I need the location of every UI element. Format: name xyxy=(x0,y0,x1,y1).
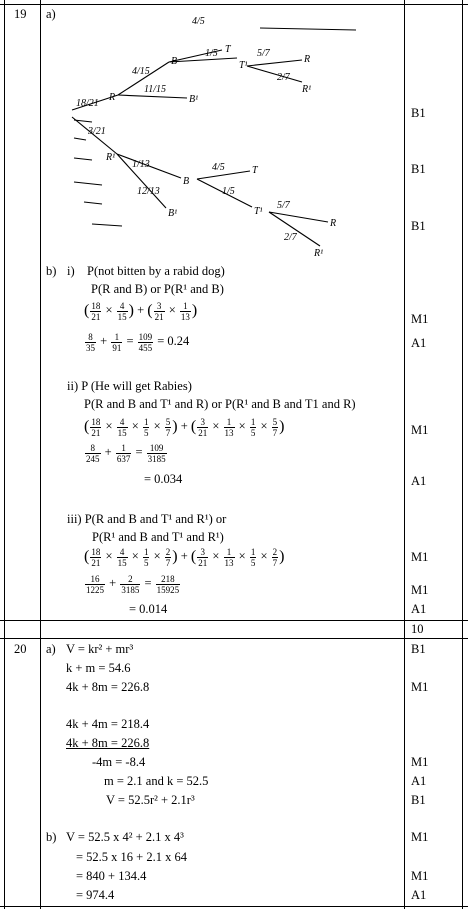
tree-node: R xyxy=(330,218,337,229)
mark: B1 xyxy=(411,642,426,656)
tree-label: 4/5 xyxy=(192,16,205,27)
question-number: 20 xyxy=(14,642,27,656)
working-line: V = kr² + mr³ xyxy=(66,642,134,656)
working-line: P(not bitten by a rabid dog) xyxy=(87,264,225,278)
tree-label: 2/7 xyxy=(284,232,297,243)
working-line: m = 2.1 and k = 52.5 xyxy=(104,774,209,788)
tree-label: 11/15 xyxy=(144,84,167,95)
working-line: ii) P (He will get Rabies) xyxy=(67,379,192,393)
tree-node: R xyxy=(109,92,116,103)
working-line: 4k + 4m = 218.4 xyxy=(66,717,150,731)
working-line: P(R¹ and B and T¹ and R¹) xyxy=(92,530,224,544)
part-label: b) xyxy=(46,830,57,844)
tree-label: 18/21 xyxy=(76,98,99,109)
working-line: = 52.5 x 16 + 2.1 x 64 xyxy=(76,850,187,864)
subpart-label: i) xyxy=(67,264,75,278)
working-line: V = 52.5r² + 2.1r³ xyxy=(106,793,195,807)
mark: A1 xyxy=(411,474,427,488)
mark: B1 xyxy=(411,219,426,233)
tree-node: B xyxy=(171,56,178,67)
tree-label: 2/7 xyxy=(277,72,290,83)
row-divider xyxy=(0,620,468,621)
mark: M1 xyxy=(411,312,429,326)
tree-label: 12/13 xyxy=(137,186,160,197)
total-marks: 10 xyxy=(411,622,424,636)
mark: B1 xyxy=(411,106,426,120)
tree-label: 1/5 xyxy=(205,48,218,59)
tree-node: T¹ xyxy=(254,206,263,217)
working-line: = 0.034 xyxy=(144,472,183,486)
working-expression: ( $\frac{18}{21}$ × $\frac{4}{15}$ × $\frac{1}{5}$ × $\frac{5}{7}$ ) + ( $\frac{3}{21}$ × $\frac{1}{13}$ × $\frac{1}{5}$ × $\frac{5}{7}$ ) xyxy=(84,416,285,438)
tree-node: R xyxy=(304,54,311,65)
tree-node: R¹ xyxy=(314,248,324,259)
tree-node: T¹ xyxy=(239,60,248,71)
working-expression: ( $\frac{18}{21}$ × $\frac{4}{15}$ ) + ( $\frac{3}{21}$ × $\frac{1}{13}$ ) xyxy=(84,300,198,322)
working-expression: $\frac{8}{35}$ + $\frac{1}{91}$ = $\frac{109}{455}$ = 0.24 xyxy=(86,331,190,353)
working-line: k + m = 54.6 xyxy=(66,661,131,675)
mark: B1 xyxy=(411,793,426,807)
table-border-right xyxy=(462,0,463,909)
tree-node: T xyxy=(252,165,258,176)
tree-node: B¹ xyxy=(168,208,178,219)
mark: A1 xyxy=(411,602,427,616)
tree-label: 5/7 xyxy=(257,48,270,59)
working-line: = 840 + 134.4 xyxy=(76,869,147,883)
working-line: P(R and B) or P(R¹ and B) xyxy=(91,282,224,296)
row-divider xyxy=(0,906,468,907)
tree-label: 3/21 xyxy=(88,126,106,137)
working-line: = 0.014 xyxy=(129,602,168,616)
mark: M1 xyxy=(411,583,429,597)
tree-node: R¹ xyxy=(302,84,312,95)
row-divider xyxy=(0,4,468,5)
working-expression: $\frac{16}{1225}$ + $\frac{2}{3185}$ = $\frac{218}{15925}$ xyxy=(86,573,180,595)
mark: M1 xyxy=(411,423,429,437)
tree-node: B¹ xyxy=(189,94,199,105)
tree-node: B xyxy=(183,176,190,187)
mark: M1 xyxy=(411,755,429,769)
tree-label: 4/5 xyxy=(212,162,225,173)
mark: A1 xyxy=(411,774,427,788)
part-label: a) xyxy=(46,7,56,21)
working-line: P(R and B and T¹ and R) or P(R¹ and B and T1 and R) xyxy=(84,397,356,411)
tree-node: R¹ xyxy=(106,152,116,163)
mark: B1 xyxy=(411,162,426,176)
mark: A1 xyxy=(411,888,427,902)
working-line: = 974.4 xyxy=(76,888,115,902)
mark: M1 xyxy=(411,680,429,694)
question-number: 19 xyxy=(14,7,27,21)
mark: M1 xyxy=(411,550,429,564)
tree-node: T xyxy=(225,44,231,55)
working-expression: ( $\frac{18}{21}$ × $\frac{4}{15}$ × $\frac{1}{5}$ × $\frac{2}{7}$ ) + ( $\frac{3}{21}$ × $\frac{1}{13}$ × $\frac{1}{5}$ × $\frac{2}{7}$ ) xyxy=(84,546,285,568)
column-divider xyxy=(40,0,41,909)
working-line: 4k + 8m = 226.8 xyxy=(66,680,150,694)
tree-label: 1/13 xyxy=(132,159,150,170)
working-line: V = 52.5 x 4² + 2.1 x 4³ xyxy=(66,830,184,844)
mark: A1 xyxy=(411,336,427,350)
column-divider xyxy=(404,0,405,909)
table-border-left xyxy=(4,0,5,909)
mark: M1 xyxy=(411,830,429,844)
tree-label: 5/7 xyxy=(277,200,290,211)
working-expression: $\frac{8}{245}$ + $\frac{1}{637}$ = $\frac{109}{3185}$ xyxy=(86,442,166,464)
part-label: a) xyxy=(46,642,56,656)
tree-diagram xyxy=(62,12,362,262)
working-line: -4m = -8.4 xyxy=(92,755,146,769)
working-line: 4k + 8m = 226.8 xyxy=(66,736,150,750)
mark: M1 xyxy=(411,869,429,883)
working-line: iii) P(R and B and T¹ and R¹) or xyxy=(67,512,227,526)
row-divider xyxy=(0,638,468,639)
part-label: b) xyxy=(46,264,57,278)
tree-label: 4/15 xyxy=(132,66,150,77)
tree-label: 1/5 xyxy=(222,186,235,197)
